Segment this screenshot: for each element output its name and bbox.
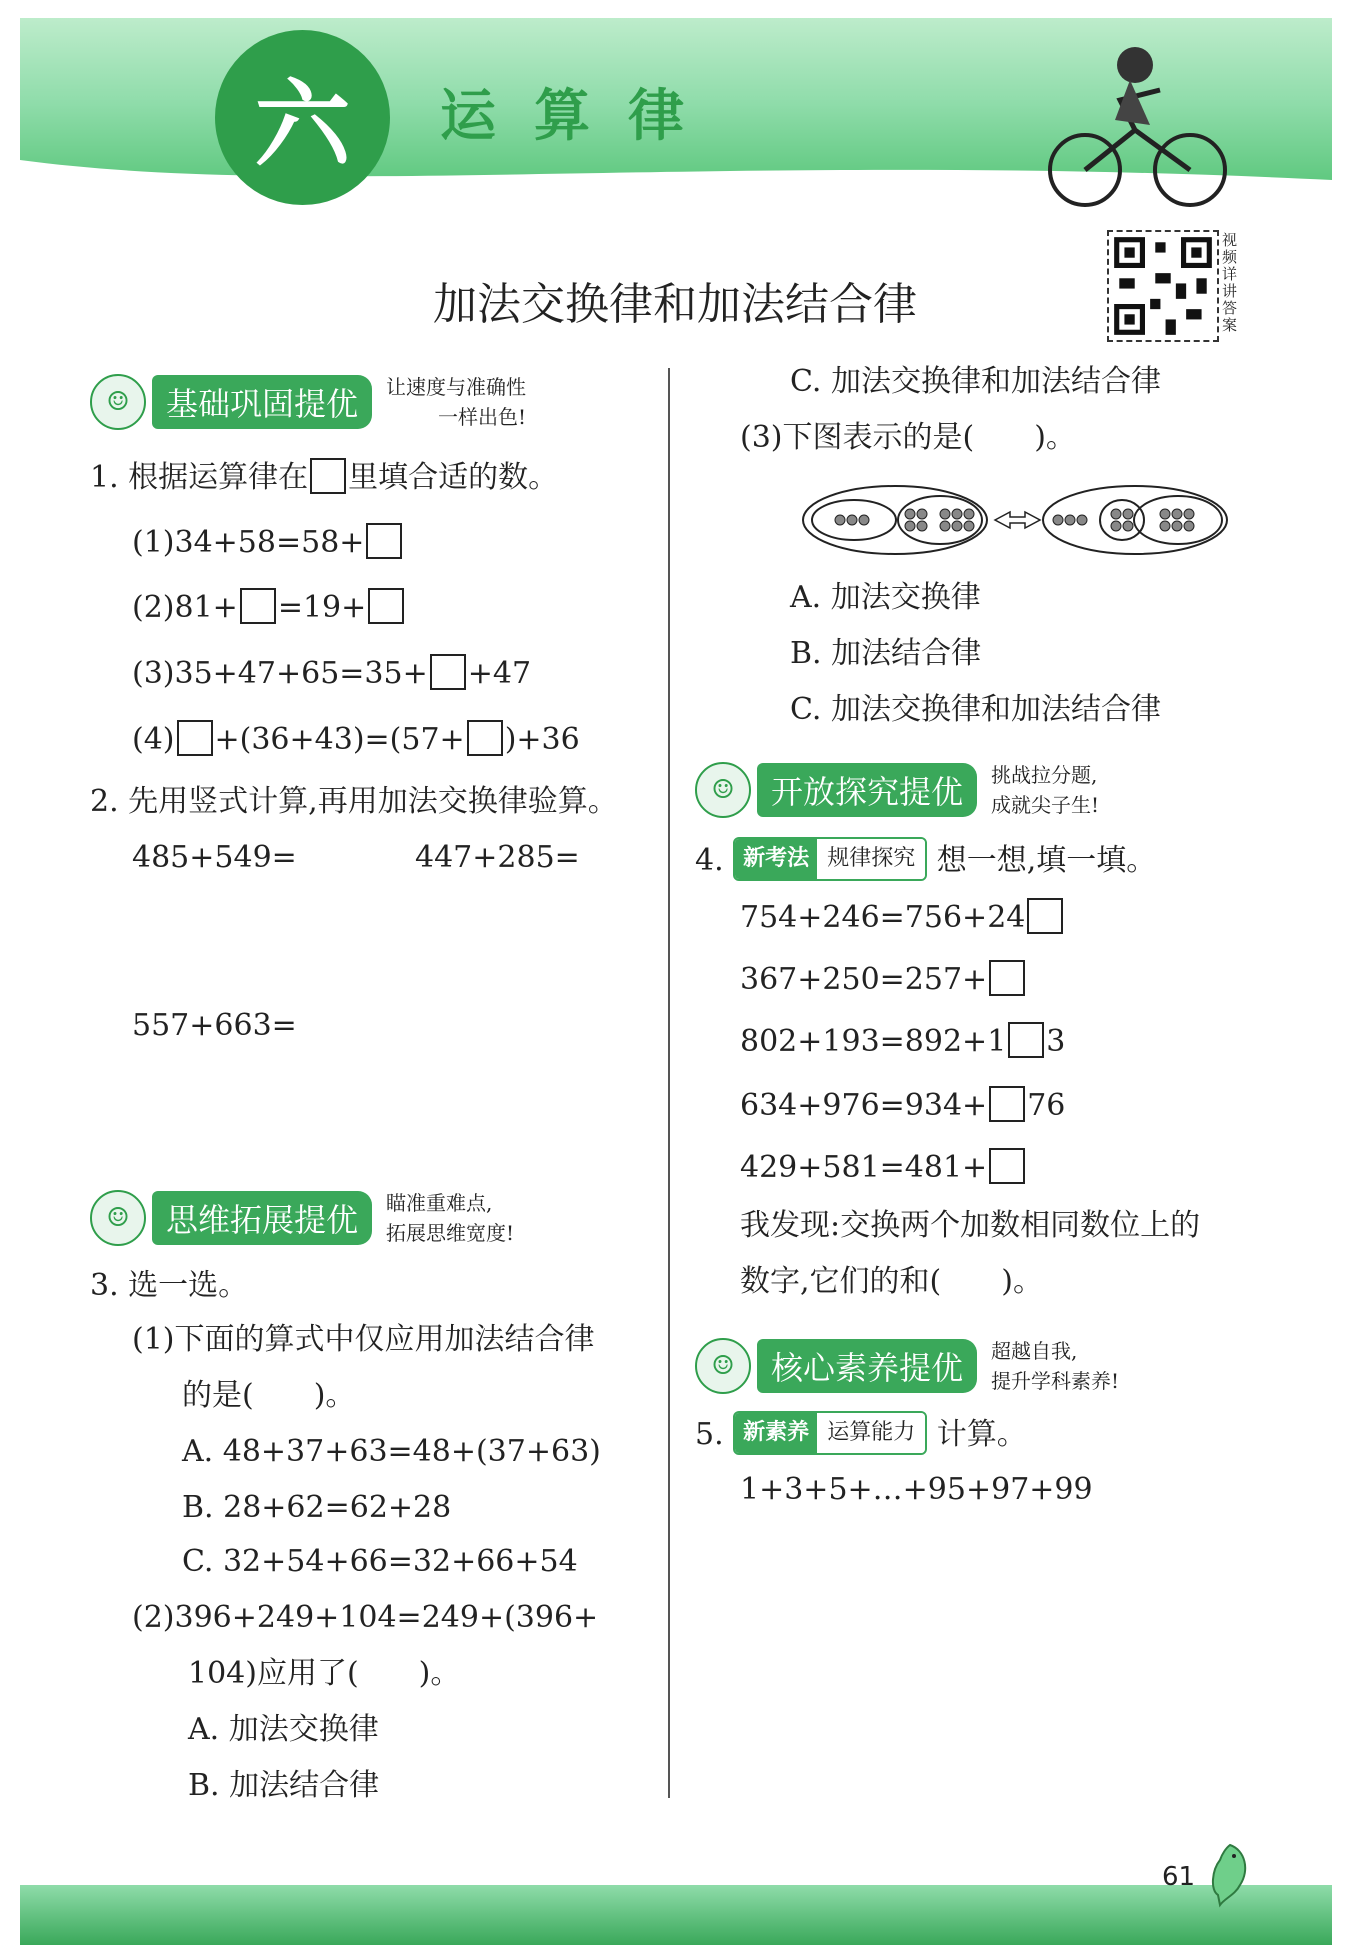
cyclist-illustration [1040, 40, 1240, 215]
page-number: 61 [1162, 1862, 1196, 1892]
qr-label: 视频详讲答案 [1222, 231, 1238, 334]
q2-expr1: 485+549= [132, 840, 297, 875]
q1-part3: (3)35+47+65=35+ +47 [132, 656, 532, 691]
option-b[interactable]: B. 加法结合律 [188, 1768, 380, 1803]
answer-box[interactable] [989, 1086, 1025, 1122]
q1-stem: 1. 根据运算律在 里填合适的数。 [90, 460, 559, 495]
section-title: 基础巩固提优 [152, 375, 372, 429]
option-c[interactable]: C. 32+54+66=32+66+54 [182, 1544, 578, 1579]
q2-stem: 2. 先用竖式计算,再用加法交换律验算。 [90, 784, 618, 819]
answer-box[interactable] [310, 458, 346, 494]
q5-expression: 1+3+5+…+95+97+99 [740, 1472, 1093, 1507]
section-slogan: 超越自我, 提升学科素养! [991, 1339, 1120, 1393]
option-b[interactable]: B. 加法结合律 [790, 636, 982, 671]
q2-expr2: 447+285= [415, 840, 580, 875]
q1-part4: (4) +(36+43)=(57+ )+36 [132, 722, 580, 757]
answer-box[interactable] [240, 588, 276, 624]
q4-row1: 754+246=756+24 [740, 900, 1065, 937]
q4-row4: 634+976=934+ 76 [740, 1088, 1066, 1123]
answer-box[interactable] [467, 720, 503, 756]
option-b[interactable]: B. 28+62=62+28 [182, 1490, 452, 1525]
section-title: 开放探究提优 [757, 763, 977, 817]
q3-sub1-line2: 的是( )。 [182, 1378, 356, 1413]
section-open-header [695, 760, 1099, 820]
q4-row2: 367+250=257+ [740, 962, 1027, 999]
option-c[interactable]: C. 加法交换律和加法结合律 [790, 692, 1161, 727]
mascot-icon: ☺ [90, 1190, 146, 1246]
section-basic-header [90, 372, 526, 432]
q4-finding-line1: 我发现:交换两个加数相同数位上的 [740, 1208, 1201, 1243]
q4-finding-line2: 数字,它们的和( )。 [740, 1264, 1043, 1299]
section-core-header [695, 1336, 1119, 1396]
q4-row5: 429+581=481+ [740, 1150, 1027, 1187]
q5-stem: 5. 新素养 运算能力 计算。 [695, 1414, 1027, 1458]
qr-code-icon[interactable] [1107, 230, 1219, 342]
answer-box[interactable] [366, 523, 402, 559]
footer-band [20, 1885, 1332, 1945]
chapter-title: 运算律 [440, 84, 722, 149]
section-title: 思维拓展提优 [152, 1191, 372, 1245]
mascot-icon: ☺ [90, 374, 146, 430]
new-literacy-tag: 新素养 运算能力 [733, 1411, 927, 1455]
q1-part1: (1)34+58=58+ [132, 525, 404, 562]
answer-box[interactable] [177, 720, 213, 756]
section-thinking-header [90, 1188, 514, 1248]
answer-box[interactable] [989, 960, 1025, 996]
section-slogan: 让速度与准确性 一样出色! [386, 375, 527, 429]
column-divider [668, 368, 670, 1798]
section-slogan: 瞄准重难点, 拓展思维宽度! [386, 1191, 515, 1245]
q4-row3: 802+193=892+1 3 [740, 1024, 1066, 1059]
q3-sub1-line1: (1)下面的算式中仅应用加法结合律 [132, 1322, 595, 1357]
q3-sub3-stem: (3)下图表示的是( )。 [740, 420, 1076, 455]
option-a[interactable]: A. 加法交换律 [188, 1712, 379, 1747]
answer-box[interactable] [430, 654, 466, 690]
answer-box[interactable] [989, 1148, 1025, 1184]
answer-box[interactable] [368, 588, 404, 624]
new-method-tag: 新考法 规律探究 [733, 837, 927, 881]
q1-part2: (2)81+ =19+ [132, 590, 406, 627]
dolphin-icon [1200, 1840, 1260, 1910]
section-slogan: 挑战拉分题, 成就尖子生! [991, 763, 1100, 817]
q3-stem: 3. 选一选。 [90, 1268, 249, 1303]
q4-stem: 4. 新考法 规律探究 想一想,填一填。 [695, 840, 1156, 884]
option-a[interactable]: A. 48+37+63=48+(37+63) [182, 1434, 601, 1469]
q2-expr3: 557+663= [132, 1008, 297, 1043]
mascot-icon: ☺ [695, 762, 751, 818]
option-a[interactable]: A. 加法交换律 [790, 580, 981, 615]
q3-sub2-line2: 104)应用了( )。 [188, 1656, 461, 1691]
lesson-title: 加法交换律和加法结合律 [433, 279, 917, 330]
mascot-icon: ☺ [695, 1338, 751, 1394]
q3-sub2-line1: (2)396+249+104=249+(396+ [132, 1600, 599, 1635]
option-c[interactable]: C. 加法交换律和加法结合律 [790, 364, 1161, 399]
section-title: 核心素养提优 [757, 1339, 977, 1393]
answer-box[interactable] [1008, 1022, 1044, 1058]
chapter-number-badge: 六 [215, 30, 390, 205]
addition-law-diagram [800, 480, 1230, 560]
answer-box[interactable] [1027, 898, 1063, 934]
